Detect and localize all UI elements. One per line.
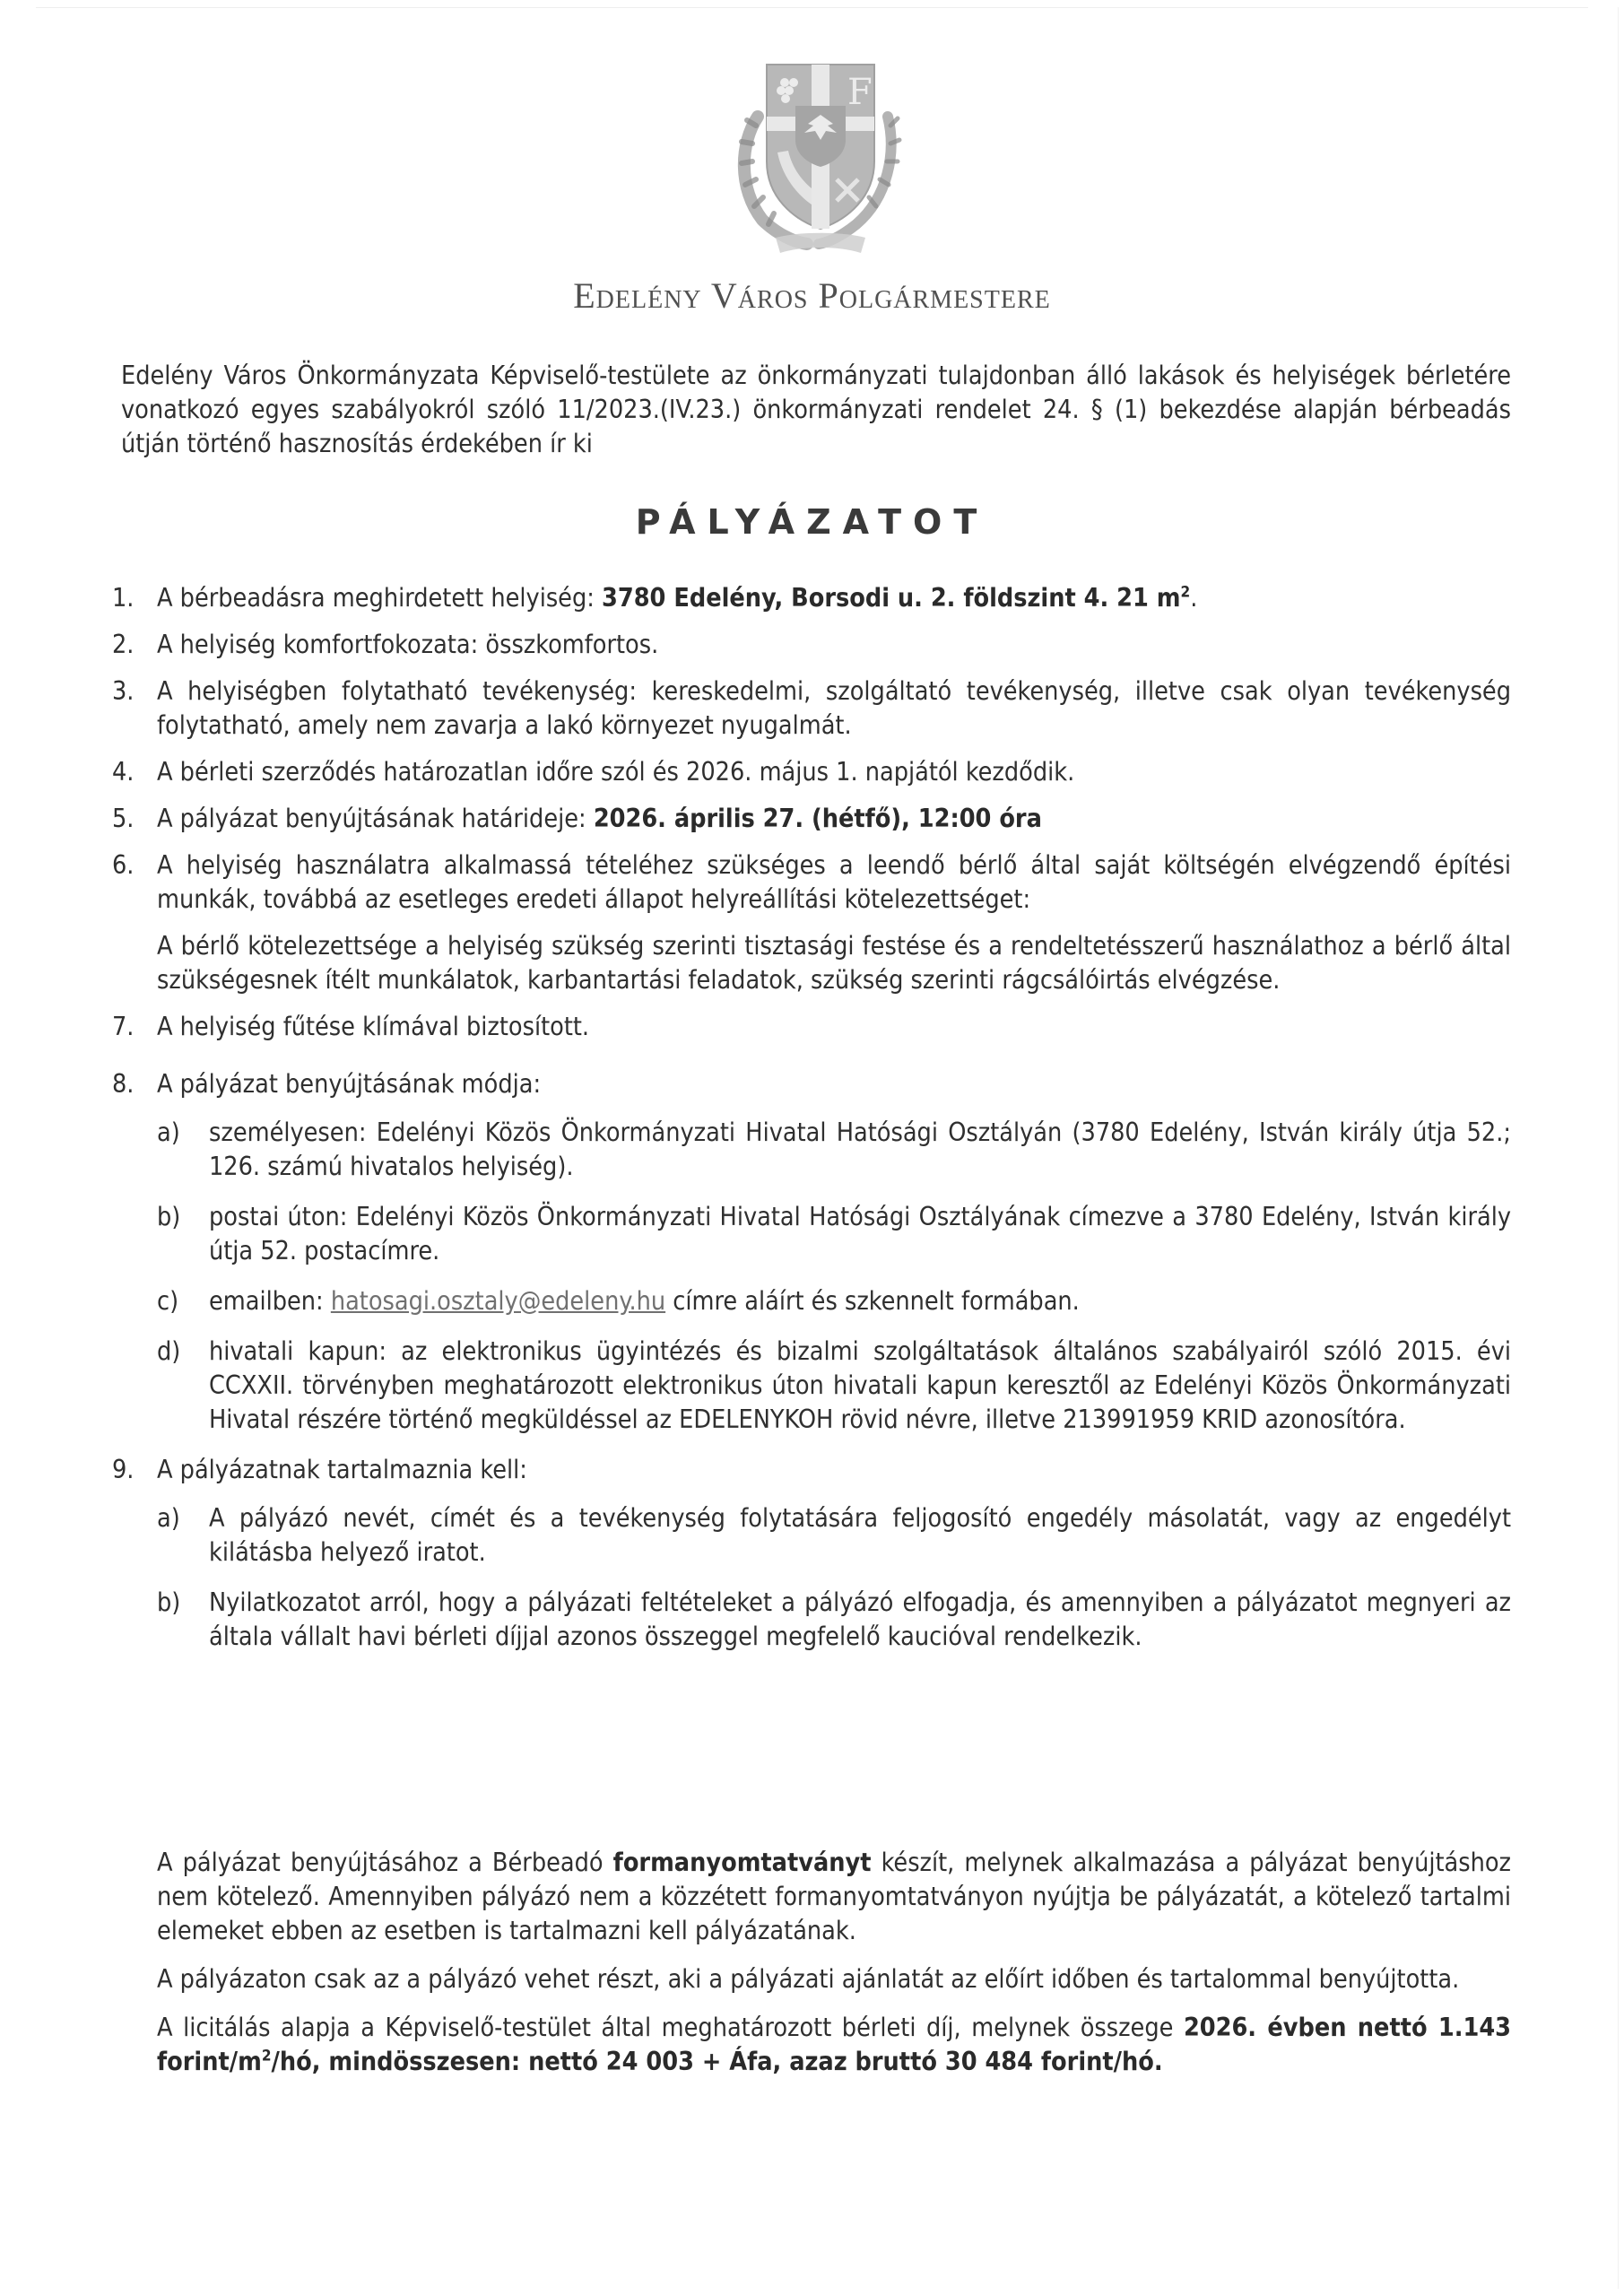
sublist-item	[157, 1501, 1511, 1570]
sub-letter: b)	[157, 1202, 181, 1231]
eligibility-paragraph: A pályázaton csak az a pályázó vehet részt, aki a pályázati ajánlatát az előírt időben és tartalommal benyújtotta.	[157, 1964, 1460, 1994]
item-number: 6.	[112, 850, 135, 880]
superscript: 2	[261, 2047, 272, 2066]
sub-text: Nyilatkozatot arról, hogy a pályázati feltételeket a pályázó elfogadja, és amennyiben a pályázatot megnyeri az általa vállalt havi bérleti díjjal azonos összeggel megfelelő kaucióval rendelkezik.	[209, 1587, 1511, 1651]
item-number: 3.	[112, 676, 135, 706]
item-number: 4.	[112, 757, 135, 787]
conditions-list	[112, 581, 1511, 1670]
price-emphasis: /hó, mindösszesen: nettó 24 003 + Áfa, azaz bruttó 30 484 forint/hó.	[271, 2047, 1163, 2076]
list-item	[112, 1010, 1511, 1044]
form-paragraph	[157, 1846, 1511, 1948]
sub-letter: c)	[157, 1286, 179, 1316]
item-number: 2.	[112, 630, 135, 659]
sub-text: személyesen: Edelényi Közös Önkormányzati Hivatal Hatósági Osztályán (3780 Edelény, István király útja 52.; 126. számú hivatalos helyiség).	[209, 1118, 1511, 1181]
sub-text: emailben:	[209, 1286, 331, 1316]
document-title: PÁLYÁZATOT	[635, 502, 989, 542]
sub-text: hivatali kapun: az elektronikus ügyintézés és bizalmi szolgáltatások általános szabályairól szóló 2015. évi CCXXII. törvényben meghatározott elektronikus úton hivatali kapun keresztől az Edelényi Közös Önkormányzati Hivatal részére történő megküldéssel az EDELENYKOH rövid névre, illetve 213991959 KRID azonosítóra.	[209, 1336, 1511, 1434]
list-item	[112, 802, 1511, 836]
text: A licitálás alapja a Képviselő-testület által meghatározott bérleti díj, melynek összege	[157, 2013, 1184, 2042]
list-item	[112, 848, 1511, 997]
list-item	[112, 755, 1511, 789]
item-text: A bérbeadásra meghirdetett helyiség:	[157, 583, 603, 613]
form-emphasis: formanyomtatványt	[612, 1848, 872, 1877]
sublist-item	[157, 1284, 1511, 1318]
item-text: A pályázat benyújtásának határideje:	[157, 804, 594, 833]
sublist-item	[157, 1116, 1511, 1184]
coat-of-arms-icon	[722, 54, 910, 260]
required-contents-list	[157, 1501, 1511, 1654]
sublist-item	[157, 1335, 1511, 1437]
item-number: 8.	[112, 1069, 135, 1099]
sub-text: A pályázó nevét, címét és a tevékenység folytatására feljogosító engedély másolatát, vagy az engedélyt kilátásba helyező iratot.	[209, 1503, 1511, 1567]
sub-letter: a)	[157, 1503, 180, 1533]
list-item	[112, 1453, 1511, 1654]
issuer-title: Edelény Város Polgármestere	[573, 275, 1051, 316]
item-text: A helyiség fűtése klímával biztosított.	[157, 1012, 590, 1041]
item-text: A helyiség használatra alkalmassá tételéhez szükséges a leendő bérlő által saját költségén elvégzendő építési munkák, továbbá az esetleges eredeti állapot helyreállítási kötelezettséget:	[157, 850, 1511, 914]
text: készít, melynek alkalmazása a pályázat benyújtáshoz nem kötelező. Amennyiben pályázó nem a közzétett formanyomtatványon nyújtja be pályázatát, a kötelező tartalmi elemeket ebben az esetben is tartalmazni kell pályázatának.	[157, 1848, 1511, 1945]
property-address: 3780 Edelény, Borsodi u. 2. földszint 4. 21 m	[602, 583, 1181, 613]
item-text: A helyiség komfortfokozata: összkomfortos.	[157, 630, 659, 659]
superscript: 2	[1180, 583, 1191, 602]
item-number: 5.	[112, 804, 135, 833]
closing-section	[157, 1846, 1511, 2093]
page-edge	[36, 7, 1588, 8]
text: A pályázat benyújtásához a Bérbeadó	[157, 1848, 613, 1877]
sub-text: címre aláírt és szkennelt formában.	[665, 1286, 1080, 1316]
item-number: 1.	[112, 583, 135, 613]
item-number: 7.	[112, 1012, 135, 1041]
list-item	[112, 674, 1511, 743]
svg-text:F: F	[847, 72, 873, 113]
list-item	[112, 1067, 1511, 1437]
sub-letter: b)	[157, 1587, 181, 1617]
sublist-item	[157, 1200, 1511, 1268]
sub-letter: d)	[157, 1336, 181, 1366]
page-edge	[1618, 7, 1619, 2289]
item-text-tail: .	[1190, 583, 1198, 613]
sublist-item	[157, 1586, 1511, 1654]
price-emphasis: 2026. évben nettó 1.143 forint/m	[157, 2013, 1511, 2076]
tenant-obligation-paragraph: A bérlő kötelezettsége a helyiség szükség szerinti tisztasági festése és a rendeltetésszerű használathoz a bérlő által szükségesnek ítélt munkálatok, karbantartási feladatok, szükség szerinti rágcsálóirtás elvégzése.	[157, 931, 1511, 995]
item-text: A helyiségben folytatható tevékenység: kereskedelmi, szolgáltató tevékenység, illetve csak olyan tevékenység folytatható, amely nem zavarja a lakó környezet nyugalmát.	[157, 676, 1511, 740]
price-paragraph	[157, 2011, 1511, 2079]
intro-paragraph: Edelény Város Önkormányzata Képviselő-testülete az önkormányzati tulajdonban álló lakások és helyiségek bérletére vonatkozó egyes szabályokról szóló 11/2023.(IV.23.) önkormányzati rendelet 24. § (1) bekezdése alapján bérbeadás útján történő hasznosítás érdekében ír ki	[121, 361, 1511, 458]
item-text: A bérleti szerződés határozatlan időre szól és 2026. május 1. napjától kezdődik.	[157, 757, 1075, 787]
email-link[interactable]: hatosagi.osztaly@edeleny.hu	[330, 1286, 666, 1316]
submission-methods-list	[157, 1116, 1511, 1437]
list-item	[112, 628, 1511, 662]
deadline: 2026. április 27. (hétfő), 12:00 óra	[593, 804, 1042, 833]
item-text: A pályázatnak tartalmaznia kell:	[157, 1455, 527, 1484]
sub-letter: a)	[157, 1118, 180, 1147]
list-item	[112, 581, 1511, 615]
sub-text: postai úton: Edelényi Közös Önkormányzati Hivatal Hatósági Osztályának címezve a 3780 Edelény, István király útja 52. postacímre.	[209, 1202, 1511, 1265]
item-number: 9.	[112, 1455, 135, 1484]
item-text: A pályázat benyújtásának módja:	[157, 1069, 542, 1099]
